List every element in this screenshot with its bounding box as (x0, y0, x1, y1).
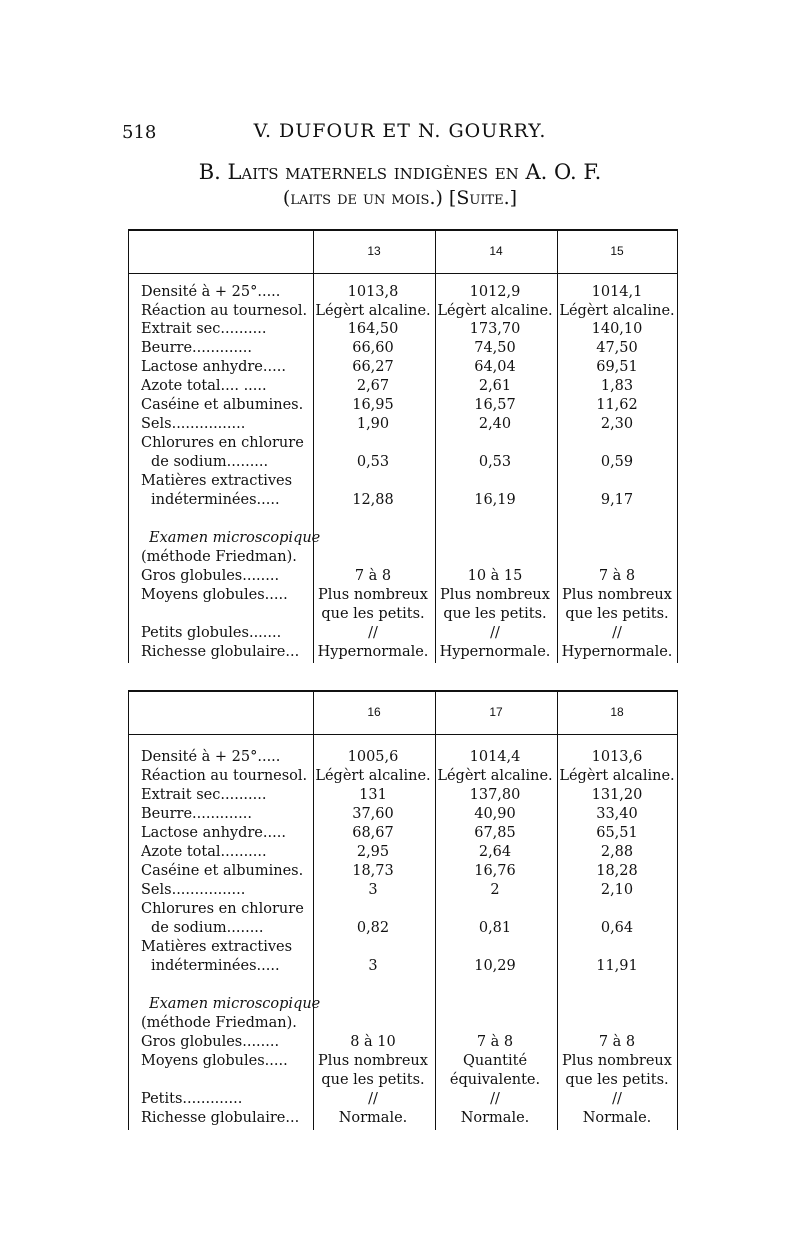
table-row (129, 824, 677, 843)
table-row (129, 862, 677, 881)
table-row (129, 548, 677, 567)
cell-value: 64,04 (474, 359, 516, 375)
cell-value: 66,60 (352, 340, 394, 356)
cell-value: 1,83 (600, 378, 634, 394)
cell-value: // (368, 1091, 378, 1107)
table-row (129, 624, 677, 643)
table-row (129, 529, 677, 548)
table-row (129, 434, 677, 453)
cell-value: 69,51 (596, 359, 638, 375)
cell-value: 0,53 (478, 454, 512, 470)
table-row (129, 358, 677, 377)
row-label: Beurre............. (141, 806, 252, 822)
cell-value: que les petits. (565, 1072, 669, 1088)
row-label: Densité à + 25°..... (141, 284, 281, 300)
cell-value: 3 (368, 958, 378, 974)
table-row (129, 510, 677, 529)
cell-value: 16,76 (474, 863, 516, 879)
cell-value: // (612, 625, 622, 641)
row-label: Extrait sec.......... (141, 321, 267, 337)
table-row (129, 786, 677, 805)
row-label: Matières extractives (141, 473, 293, 489)
column-header: 14 (489, 244, 503, 258)
cell-value: 164,50 (347, 321, 399, 337)
cell-value: Normale. (582, 1110, 652, 1126)
row-label: Gros globules........ (141, 568, 280, 584)
row-label: Beurre............. (141, 340, 252, 356)
cell-value: Hypernormale. (561, 644, 673, 660)
row-label: de sodium......... (151, 454, 269, 470)
column-header: 16 (367, 705, 381, 719)
table-row (129, 643, 677, 662)
row-label: indéterminées..... (151, 492, 280, 508)
row-label: Examen microscopique (149, 996, 321, 1012)
cell-value: 1014,1 (591, 284, 643, 300)
cell-value: 18,28 (596, 863, 638, 879)
row-label: Examen microscopique (149, 530, 321, 546)
cell-value: Plus nombreux (318, 1053, 428, 1069)
table-row (129, 767, 677, 786)
table-row (129, 453, 677, 472)
table-row (129, 1014, 677, 1033)
table-row (129, 843, 677, 862)
cell-value: 11,91 (596, 958, 638, 974)
cell-value: 7 à 8 (598, 1034, 636, 1050)
cell-value: 66,27 (352, 359, 394, 375)
cell-value: Légèrt alcaline. (559, 768, 675, 784)
cell-value: 0,82 (356, 920, 390, 936)
cell-value: 9,17 (600, 492, 634, 508)
cell-value: 40,90 (474, 806, 516, 822)
row-label: Richesse globulaire... (141, 644, 300, 660)
table-row (129, 938, 677, 957)
table-row (129, 1033, 677, 1052)
row-label: Sels................ (141, 882, 246, 898)
cell-value: 12,88 (352, 492, 394, 508)
table-row (129, 339, 677, 358)
cell-value: 10 à 15 (467, 568, 523, 584)
row-label: Gros globules........ (141, 1034, 280, 1050)
row-label: (méthode Friedman). (141, 549, 297, 565)
cell-value: Plus nombreux (440, 587, 550, 603)
table-row (129, 900, 677, 919)
row-label: Matières extractives (141, 939, 293, 955)
cell-value: Légèrt alcaline. (437, 303, 553, 319)
cell-value: Légèrt alcaline. (559, 303, 675, 319)
table-title: B. Laits maternels indigènes en A. O. F. (198, 160, 602, 184)
cell-value: 2,95 (356, 844, 390, 860)
page-number: 518 (122, 122, 157, 143)
table-row (129, 415, 677, 434)
table-row (129, 320, 677, 339)
table-row (129, 881, 677, 900)
cell-value: 2,10 (600, 882, 634, 898)
cell-value: 7 à 8 (598, 568, 636, 584)
cell-value: Normale. (338, 1110, 408, 1126)
cell-value: 173,70 (469, 321, 521, 337)
table-row (129, 586, 677, 605)
cell-value: 1014,4 (469, 749, 521, 765)
cell-value: 37,60 (352, 806, 394, 822)
row-label: Moyens globules..... (141, 1053, 288, 1069)
cell-value: Plus nombreux (562, 587, 672, 603)
cell-value: équivalente. (449, 1072, 541, 1088)
cell-value: 2,88 (600, 844, 634, 860)
cell-value: 2,40 (478, 416, 512, 432)
row-label: de sodium........ (151, 920, 264, 936)
cell-value: 0,59 (600, 454, 634, 470)
column-header: 17 (489, 705, 503, 719)
cell-value: que les petits. (565, 606, 669, 622)
cell-value: 0,81 (478, 920, 512, 936)
cell-value: 1005,6 (347, 749, 399, 765)
cell-value: Normale. (460, 1110, 530, 1126)
cell-value: 68,67 (352, 825, 394, 841)
cell-value: 2,64 (478, 844, 512, 860)
cell-value: 18,73 (352, 863, 394, 879)
cell-value: Légèrt alcaline. (315, 768, 431, 784)
table-row (129, 995, 677, 1014)
column-header: 15 (610, 244, 624, 258)
table-row (129, 1071, 677, 1090)
table-row (129, 919, 677, 938)
table-row (129, 283, 677, 302)
running-header (0, 118, 800, 148)
cell-value: 74,50 (474, 340, 516, 356)
cell-value: 11,62 (596, 397, 638, 413)
row-label: Chlorures en chlorure (141, 901, 304, 917)
table-row (129, 472, 677, 491)
table-row (129, 377, 677, 396)
cell-value: 8 à 10 (350, 1034, 396, 1050)
cell-value: 1013,6 (591, 749, 643, 765)
cell-value: 2,61 (478, 378, 512, 394)
table-row (129, 957, 677, 976)
table-subtitle: (laits de un mois.) [Suite.] (282, 187, 518, 209)
cell-value: Quantité (462, 1053, 528, 1069)
cell-value: 137,80 (469, 787, 521, 803)
cell-value: 33,40 (596, 806, 638, 822)
cell-value: 7 à 8 (476, 1034, 514, 1050)
cell-value: Plus nombreux (562, 1053, 672, 1069)
cell-value: que les petits. (321, 606, 425, 622)
row-label: Réaction au tournesol. (141, 768, 308, 784)
row-label: Moyens globules..... (141, 587, 288, 603)
table-row (129, 1109, 677, 1128)
row-label: Chlorures en chlorure (141, 435, 304, 451)
table-row (129, 491, 677, 510)
table-row (129, 396, 677, 415)
row-label: Azote total.......... (141, 844, 267, 860)
table-1 (128, 229, 678, 663)
cell-value: Plus nombreux (318, 587, 428, 603)
cell-value: Légèrt alcaline. (437, 768, 553, 784)
column-header: 13 (367, 244, 381, 258)
cell-value: 16,19 (474, 492, 516, 508)
cell-value: 3 (368, 882, 378, 898)
row-label: Richesse globulaire... (141, 1110, 300, 1126)
row-label: Caséine et albumines. (141, 397, 304, 413)
cell-value: // (612, 1091, 622, 1107)
cell-value: 7 à 8 (354, 568, 392, 584)
cell-value: 1013,8 (347, 284, 399, 300)
cell-value: 1012,9 (469, 284, 521, 300)
row-label: Petits............. (141, 1091, 243, 1107)
cell-value: 0,53 (356, 454, 390, 470)
table-row (129, 605, 677, 624)
row-label: (méthode Friedman). (141, 1015, 297, 1031)
cell-value: que les petits. (321, 1072, 425, 1088)
row-label: Petits globules....... (141, 625, 282, 641)
row-label: Caséine et albumines. (141, 863, 304, 879)
cell-value: 2,30 (600, 416, 634, 432)
table-row (129, 976, 677, 995)
running-head: V. DUFOUR ET N. GOURRY. (253, 120, 547, 142)
cell-value: // (490, 1091, 500, 1107)
row-label: Azote total.... ..... (141, 378, 267, 394)
table-row (129, 805, 677, 824)
cell-value: 2 (490, 882, 500, 898)
row-label: Réaction au tournesol. (141, 303, 308, 319)
cell-value: 10,29 (474, 958, 516, 974)
cell-value: Hypernormale. (439, 644, 551, 660)
cell-value: que les petits. (443, 606, 547, 622)
row-label: Extrait sec.......... (141, 787, 267, 803)
cell-value: 0,64 (600, 920, 634, 936)
cell-value: 16,57 (474, 397, 516, 413)
table-row (129, 567, 677, 586)
cell-value: 2,67 (356, 378, 390, 394)
table-row (129, 1052, 677, 1071)
table-2 (128, 690, 678, 1130)
cell-value: // (490, 625, 500, 641)
row-label: indéterminées..... (151, 958, 280, 974)
cell-value: 67,85 (474, 825, 516, 841)
cell-value: 1,90 (356, 416, 390, 432)
column-header: 18 (610, 705, 624, 719)
cell-value: 16,95 (352, 397, 394, 413)
table-row (129, 302, 677, 321)
cell-value: 65,51 (596, 825, 638, 841)
cell-value: 131 (359, 787, 387, 803)
row-label: Densité à + 25°..... (141, 749, 281, 765)
row-label: Lactose anhydre..... (141, 359, 286, 375)
cell-value: 47,50 (596, 340, 638, 356)
row-label: Sels................ (141, 416, 246, 432)
cell-value: 131,20 (591, 787, 643, 803)
row-label: Lactose anhydre..... (141, 825, 286, 841)
cell-value: Légèrt alcaline. (315, 303, 431, 319)
cell-value: Hypernormale. (317, 644, 429, 660)
table-row (129, 1090, 677, 1109)
table-row (129, 748, 677, 767)
cell-value: // (368, 625, 378, 641)
cell-value: 140,10 (591, 321, 643, 337)
